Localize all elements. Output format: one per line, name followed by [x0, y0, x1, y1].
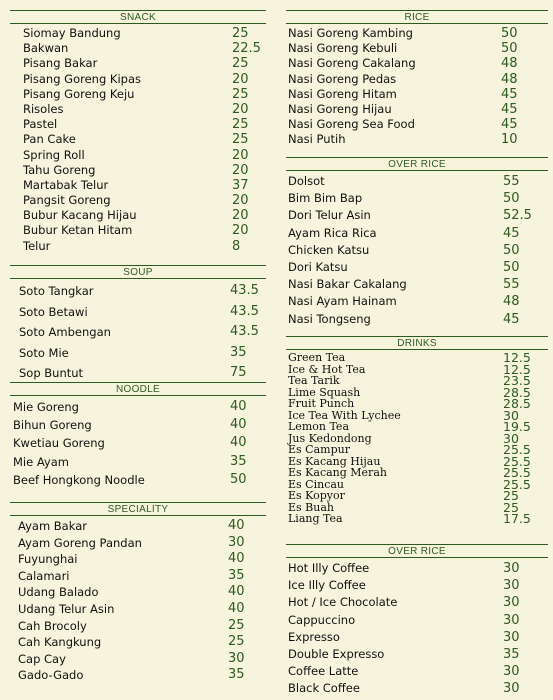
menu-item-price: 22.5: [232, 41, 261, 57]
menu-item-price: 50: [501, 41, 518, 57]
menu-item-row: [10, 518, 266, 535]
menu-item-name: Lime Squash: [288, 385, 361, 399]
menu-item-name: Soto Betawi: [19, 304, 88, 319]
speciality-header: SPECIALITY: [10, 502, 266, 516]
menu-item-row: [10, 584, 266, 601]
menu-item-price: 30: [503, 561, 520, 576]
menu-item-name: Ice & Hot Tea: [288, 362, 366, 376]
menu-item-name: Martabak Telur: [23, 177, 109, 192]
menu-item-price: 35: [228, 667, 245, 683]
menu-item-price: 30: [228, 534, 245, 550]
menu-item-name: Es Campur: [288, 443, 350, 456]
menu-item-price: 30: [503, 595, 520, 611]
menu-item-price: 52.5: [503, 208, 532, 224]
menu-item-price: 25.5: [503, 442, 531, 457]
rice-section: [286, 10, 548, 148]
menu-item-name: Es Kacang Hijau: [288, 454, 381, 468]
menu-item-name: Cah Brocoly: [18, 618, 87, 633]
menu-item-row: [10, 26, 266, 41]
menu-item-price: 30: [503, 664, 520, 680]
menu-item-name: Pangsit Goreng: [23, 193, 111, 208]
menu-item-row: [10, 651, 266, 668]
menu-item-price: 30: [503, 681, 520, 697]
over-rice-list: [286, 173, 548, 328]
over-rice-2-header: OVER RICE: [286, 544, 548, 558]
menu-item-price: 28.5: [503, 384, 531, 400]
menu-item-row: [286, 72, 548, 87]
menu-item-name: Bubur Kacang Hijau: [23, 208, 137, 223]
menu-item-row: [10, 398, 266, 416]
noodle-list: [10, 398, 266, 489]
menu-item-name: Nasi Goreng Cakalang: [288, 56, 416, 71]
rice-list: [286, 26, 548, 148]
menu-item-name: Cap Cay: [18, 651, 66, 666]
menu-item-row: [286, 293, 548, 310]
menu-item-name: Dori Katsu: [288, 259, 348, 274]
menu-item-row: [10, 416, 266, 434]
menu-item-price: 25: [232, 117, 249, 133]
menu-item-row: [286, 560, 548, 577]
menu-item-price: 50: [501, 26, 518, 41]
menu-item-row: [286, 190, 548, 207]
menu-item-price: 25: [232, 56, 249, 72]
menu-item-price: 25: [232, 86, 249, 102]
drinks-section: [286, 336, 548, 525]
menu-item-row: [286, 225, 548, 242]
menu-item-name: Es Cincau: [288, 477, 344, 491]
menu-item-price: 30: [503, 612, 520, 628]
menu-item-name: Green Tea: [288, 351, 346, 364]
menu-item-name: Risoles: [23, 101, 64, 116]
menu-item-price: 20: [232, 193, 249, 209]
menu-item-row: [10, 56, 266, 71]
menu-item-price: 40: [230, 435, 247, 451]
menu-item-row: [10, 535, 266, 552]
menu-item-name: Ice Illy Coffee: [288, 578, 366, 593]
menu-item-name: Pisang Bakar: [23, 56, 98, 71]
menu-item-name: Gado-Gado: [18, 668, 84, 683]
menu-item-price: 12.5: [503, 350, 531, 365]
menu-item-name: Dolsot: [288, 174, 325, 188]
menu-item-price: 75: [230, 365, 247, 381]
menu-item-name: Fuyunghai: [18, 552, 78, 567]
menu-item-row: [286, 242, 548, 259]
menu-item-name: Mie Ayam: [13, 454, 69, 469]
menu-item-price: 50: [230, 471, 247, 487]
menu-item-name: Coffee Latte: [288, 664, 359, 679]
menu-item-price: 55: [503, 174, 520, 189]
menu-item-price: 19.5: [503, 419, 531, 434]
menu-item-row: [286, 207, 548, 224]
menu-item-price: 50: [503, 242, 520, 258]
menu-item-row: [10, 87, 266, 102]
rice-header: RICE: [286, 10, 548, 24]
menu-item-row: [286, 56, 548, 71]
menu-item-name: Ayam Rica Rica: [288, 225, 377, 240]
menu-item-name: Tea Tarik: [288, 374, 340, 387]
menu-item-row: [10, 302, 266, 323]
menu-item-name: Pastel: [23, 117, 58, 132]
menu-item-price: 35: [503, 646, 520, 662]
menu-item-price: 25.5: [503, 453, 531, 469]
menu-item-row: [286, 513, 548, 525]
menu-item-price: 20: [232, 101, 249, 117]
menu-item-price: 45: [501, 101, 518, 117]
menu-item-name: Calamari: [18, 568, 70, 583]
menu-item-price: 40: [228, 551, 245, 567]
menu-item-price: 40: [230, 417, 247, 433]
menu-item-name: Cappuccino: [288, 612, 356, 627]
snack-header: SNACK: [10, 10, 266, 24]
menu-item-row: [10, 363, 266, 384]
over-rice-2-section: [286, 544, 548, 698]
menu-item-price: 40: [230, 399, 247, 414]
menu-item-name: Lemon Tea: [288, 420, 349, 433]
menu-item-row: [286, 87, 548, 102]
menu-item-name: Hot Illy Coffee: [288, 561, 370, 575]
menu-item-price: 30: [503, 407, 519, 423]
menu-item-name: Fruit Punch: [288, 397, 355, 410]
drinks-header: DRINKS: [286, 336, 548, 350]
over-rice-header: OVER RICE: [286, 157, 548, 171]
menu-item-row: [286, 577, 548, 594]
menu-item-price: 37: [232, 177, 249, 193]
menu-item-name: Nasi Goreng Sea Food: [288, 117, 415, 132]
menu-item-name: Ayam Goreng Pandan: [18, 535, 142, 550]
menu-item-price: 20: [232, 147, 249, 163]
soup-list: [10, 281, 266, 384]
menu-item-row: [286, 26, 548, 41]
menu-item-price: 20: [232, 208, 249, 224]
menu-item-name: Nasi Ayam Hainam: [288, 294, 397, 309]
menu-item-price: 35: [230, 344, 247, 360]
menu-item-name: Nasi Bakar Cakalang: [288, 277, 407, 292]
menu-item-row: [286, 41, 548, 56]
menu-item-name: Soto Mie: [19, 345, 69, 360]
menu-item-name: Es Buah: [288, 500, 334, 514]
menu-item-price: 17.5: [503, 511, 531, 526]
menu-item-row: [286, 117, 548, 132]
menu-item-name: Expresso: [288, 629, 340, 644]
noodle-section: [10, 382, 266, 489]
menu-item-price: 45: [503, 311, 520, 327]
menu-item-price: 40: [228, 518, 245, 533]
menu-item-name: Beef Hongkong Noodle: [13, 472, 145, 487]
speciality-section: [10, 502, 266, 684]
menu-item-price: 25: [232, 26, 249, 41]
menu-item-row: [10, 239, 266, 254]
menu-item-name: Black Coffee: [288, 681, 360, 696]
menu-item-row: [10, 41, 266, 56]
menu-item-row: [10, 634, 266, 651]
menu-item-price: 55: [503, 277, 520, 293]
menu-item-row: [10, 434, 266, 452]
menu-item-price: 25.5: [503, 476, 531, 492]
menu-item-row: [10, 601, 266, 618]
menu-item-row: [10, 618, 266, 635]
menu-item-row: [10, 208, 266, 223]
menu-item-name: Pisang Goreng Keju: [23, 86, 135, 101]
soup-section: [10, 265, 266, 384]
menu-item-price: 25: [503, 488, 519, 503]
menu-item-name: Udang Balado: [18, 585, 99, 600]
menu-item-row: [10, 178, 266, 193]
menu-item-row: [286, 102, 548, 117]
menu-item-name: Nasi Putih: [288, 132, 346, 147]
menu-item-price: 10: [501, 132, 518, 148]
menu-item-row: [10, 102, 266, 117]
soup-header: SOUP: [10, 265, 266, 279]
menu-item-name: Pan Cake: [23, 132, 76, 147]
menu-item-price: 48: [503, 294, 520, 310]
menu-item-row: [286, 629, 548, 646]
menu-item-row: [286, 680, 548, 697]
menu-item-name: Chicken Katsu: [288, 242, 370, 257]
menu-item-name: Bihun Goreng: [13, 418, 92, 433]
menu-item-name: Sop Buntut: [19, 366, 84, 381]
snack-list: [10, 26, 266, 254]
menu-item-name: Nasi Goreng Hijau: [288, 101, 392, 116]
menu-item-price: 50: [503, 191, 520, 207]
over-rice-section: [286, 157, 548, 328]
menu-item-price: 28.5: [503, 396, 531, 411]
menu-item-price: 25: [228, 634, 245, 650]
menu-item-price: 30: [503, 430, 519, 446]
menu-item-name: Soto Tangkar: [19, 284, 94, 298]
menu-item-price: 40: [228, 600, 245, 616]
menu-item-row: [286, 173, 548, 190]
over-rice-2-list: [286, 560, 548, 698]
menu-item-price: 30: [228, 650, 245, 666]
menu-item-price: 48: [501, 71, 518, 87]
menu-item-row: [10, 343, 266, 364]
speciality-list: [10, 518, 266, 684]
menu-item-name: Siomay Bandung: [23, 26, 121, 40]
menu-item-name: Nasi Goreng Pedas: [288, 71, 397, 86]
menu-item-row: [10, 193, 266, 208]
menu-item-name: Double Expresso: [288, 646, 385, 661]
menu-item-row: [10, 132, 266, 147]
menu-item-price: 35: [230, 453, 247, 469]
menu-item-row: [286, 646, 548, 663]
menu-item-name: Nasi Goreng Hitam: [288, 86, 397, 101]
menu-item-name: Ice Tea With Lychee: [288, 408, 401, 422]
menu-item-price: 25.5: [503, 465, 531, 480]
menu-item-price: 8: [232, 238, 241, 254]
menu-item-price: 25: [228, 617, 245, 633]
menu-item-name: Bubur Ketan Hitam: [23, 223, 133, 238]
drinks-list: [286, 352, 548, 525]
menu-item-price: 40: [228, 584, 245, 600]
menu-item-name: Dori Telur Asin: [288, 208, 371, 223]
menu-item-name: Es Kacang Merah: [288, 466, 387, 479]
menu-item-price: 25: [503, 499, 519, 515]
menu-item-name: Jus Kedondong: [288, 431, 372, 445]
menu-item-price: 45: [501, 117, 518, 133]
menu-item-row: [10, 117, 266, 132]
menu-item-row: [10, 148, 266, 163]
menu-item-price: 30: [503, 578, 520, 594]
menu-item-price: 20: [232, 162, 249, 178]
menu-item-name: Mie Goreng: [13, 400, 79, 414]
menu-item-name: Cah Kangkung: [18, 635, 102, 650]
menu-item-row: [10, 223, 266, 238]
menu-item-price: 30: [503, 629, 520, 645]
menu-item-row: [286, 132, 548, 147]
menu-item-row: [286, 276, 548, 293]
menu-item-row: [10, 163, 266, 178]
menu-item-row: [10, 551, 266, 568]
menu-item-row: [286, 612, 548, 629]
menu-item-name: Bakwan: [23, 41, 69, 56]
menu-item-price: 25: [232, 132, 249, 148]
menu-item-row: [10, 72, 266, 87]
menu-item-name: Udang Telur Asin: [18, 601, 115, 616]
menu-item-price: 12.5: [503, 361, 531, 377]
menu-item-name: Soto Ambengan: [19, 325, 111, 340]
menu-item-name: Kwetiau Goreng: [13, 436, 105, 451]
menu-item-name: Tahu Goreng: [23, 162, 96, 177]
menu-item-price: 43.5: [230, 324, 259, 340]
menu-item-name: Hot / Ice Chocolate: [288, 595, 398, 610]
menu-item-price: 43.5: [230, 283, 259, 298]
menu-item-row: [10, 322, 266, 343]
menu-item-name: Pisang Goreng Kipas: [23, 71, 141, 86]
menu-item-row: [10, 667, 266, 684]
menu-item-row: [10, 471, 266, 489]
menu-item-price: 35: [228, 567, 245, 583]
menu-item-price: 45: [501, 86, 518, 102]
menu-item-row: [10, 281, 266, 302]
menu-item-row: [10, 568, 266, 585]
menu-item-name: Telur: [23, 238, 51, 253]
menu-item-price: 48: [501, 56, 518, 72]
menu-item-price: 20: [232, 71, 249, 87]
menu-item-price: 43.5: [230, 303, 259, 319]
noodle-header: NOODLE: [10, 382, 266, 396]
menu-item-name: Bim Bim Bap: [288, 191, 363, 206]
snack-section: [10, 10, 266, 254]
menu-item-name: Nasi Tongseng: [288, 311, 371, 326]
menu-item-price: 45: [503, 225, 520, 241]
menu-item-row: [286, 594, 548, 611]
menu-item-price: 23.5: [503, 373, 531, 388]
menu-item-row: [286, 259, 548, 276]
menu-item-name: Liang Tea: [288, 512, 343, 525]
menu-item-name: Nasi Goreng Kebuli: [288, 41, 398, 56]
menu-item-name: Nasi Goreng Kambing: [288, 26, 413, 40]
menu-item-name: Ayam Bakar: [18, 519, 87, 533]
menu-item-row: [10, 453, 266, 471]
menu-item-price: 50: [503, 259, 520, 275]
menu-item-name: Es Kopyor: [288, 489, 345, 502]
menu-item-name: Spring Roll: [23, 147, 85, 162]
menu-item-row: [286, 663, 548, 680]
menu-item-price: 20: [232, 223, 249, 239]
menu-item-row: [286, 311, 548, 328]
